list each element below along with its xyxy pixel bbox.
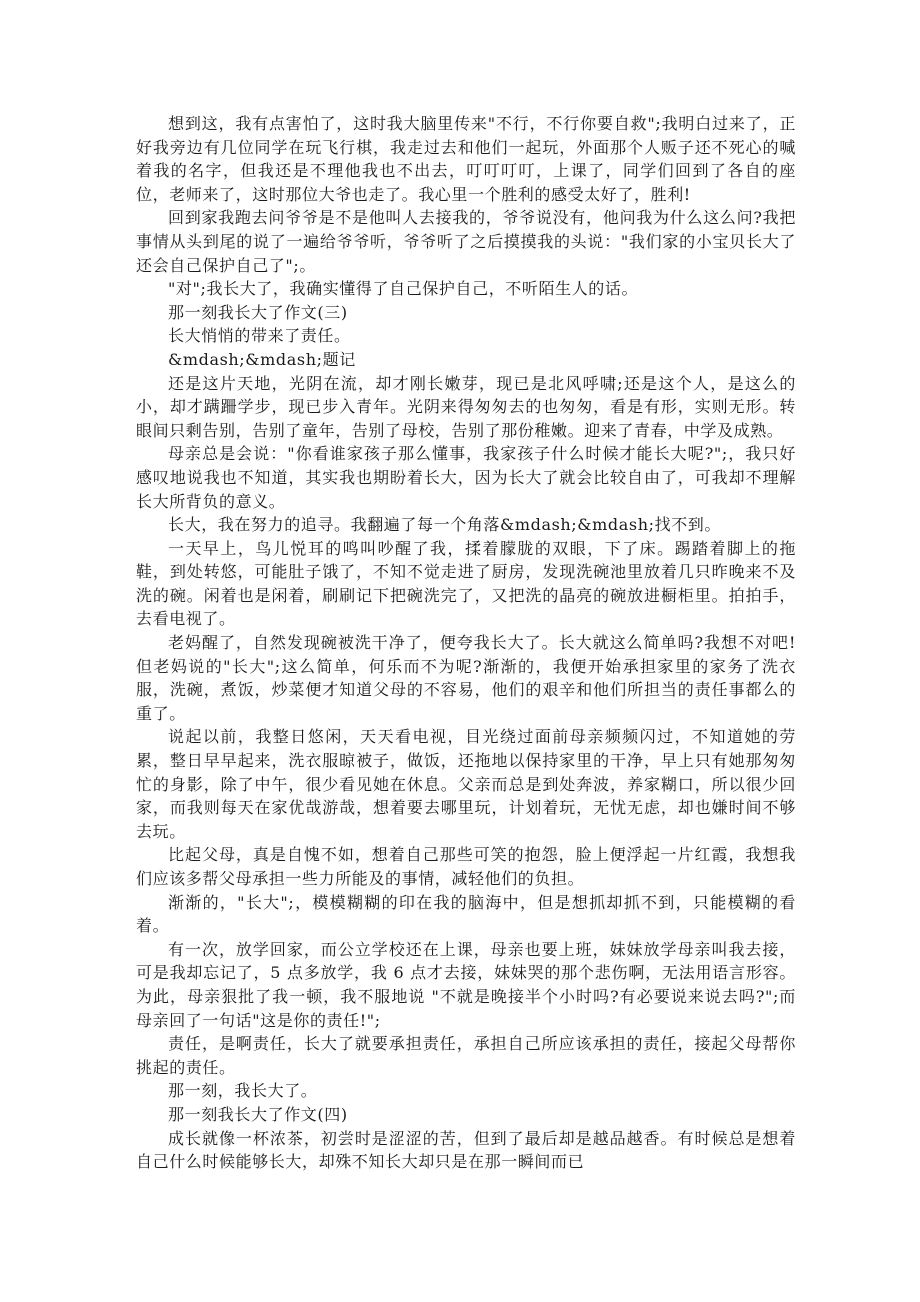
paragraph-14: 渐渐的，"长大";，模模糊糊的印在我的脑海中，但是想抓却抓不到，只能模糊的看着。 xyxy=(136,892,796,936)
paragraph-10: 一天早上，鸟儿悦耳的鸣叫吵醒了我，揉着朦胧的双眼，下了床。踢踏着脚上的拖鞋，到处转悠，可能肚子饿了，不知不觉走进了厨房，发现洗碗池里放着几只昨晚来不及洗的碗。闲着也是闲着，刷刷记下把碗洗完了，又把洗的晶亮的碗放进橱柜里。拍拍手，去看电视了。 xyxy=(136,538,796,629)
paragraph-7: 还是这片天地，光阴在流，却才刚长嫩芽，现已是北风呼啸;还是这个人，是这么的小，却才蹒跚学步，现已步入青年。光阴来得匆匆去的也匆匆，看是有形，实则无形。转眼间只剩告别，告别了童年，告别了母校，告别了那份稚嫩。迎来了青春，中学及成熟。 xyxy=(136,373,796,440)
paragraph-epigraph-source: &mdash;&mdash;题记 xyxy=(168,349,356,369)
section-heading-4: 那一刻我长大了作文(四) xyxy=(168,1104,348,1124)
paragraph-19: 成长就像一杯浓茶，初尝时是涩涩的苦，但到了最后却是越品越香。有时候总是想着自己什么时候能够长大，却殊不知长大却只是在那一瞬间而已 xyxy=(136,1128,796,1172)
paragraph-3: "对";我长大了，我确实懂得了自己保护自己，不听陌生人的话。 xyxy=(168,279,639,299)
section-heading-3: 那一刻我长大了作文(三) xyxy=(168,302,348,322)
paragraph-12: 说起以前，我整日悠闲，天天看电视，目光绕过面前母亲频频闪过，不知道她的劳累，整日早早起来，洗衣服晾被子，做饭，还拖地以保持家里的干净，早上只有她那匆匆忙的身影，除了中午，很少看见她在休息。父亲而总是到处奔波，养家糊口，所以很少回家，而我则每天在家优哉游哉，想着要去哪里玩，计划着玩，无忧无虑，却也嫌时间不够去玩。 xyxy=(136,727,796,841)
paragraph-1: 想到这，我有点害怕了，这时我大脑里传来"不行，不行你要自救";我明白过来了，正好我旁边有几位同学在玩飞行棋，我走过去和他们一起玩，外面那个人贩子还不死心的喊着我的名字，但我还是不理他我也不出去，叮叮叮叮，上课了，同学们回到了各自的座位，老师来了，这时那位大爷也走了。我心里一个胜利的感受太好了，胜利! xyxy=(136,114,796,204)
paragraph-9: 长大，我在努力的追寻。我翻遍了每一个角落&mdash;&mdash;找不到。 xyxy=(168,515,722,535)
essay-body xyxy=(136,112,796,1174)
paragraph-2: 回到家我跑去问爷爷是不是他叫人去接我的，爷爷说没有，他问我为什么这么问?我把事情从头到尾的说了一遍给爷爷听，爷爷听了之后摸摸我的头说："我们家的小宝贝长大了还会自己保护自己了";。 xyxy=(136,208,796,275)
paragraph-17: 那一刻，我长大了。 xyxy=(168,1081,318,1101)
paragraph-16: 责任，是啊责任，长大了就要承担责任，承担自己所应该承担的责任，接起父母帮你挑起的责任。 xyxy=(136,1034,796,1077)
paragraph-11: 老妈醒了，自然发现碗被洗干净了，便夸我长大了。长大就这么简单吗?我想不对吧!但老妈说的"长大";这么简单，何乐而不为呢?渐渐的，我便开始承担家里的家务了洗衣服，洗碗，煮饭，炒菜便才知道父母的不容易，他们的艰辛和他们所担当的责任事都么的重了。 xyxy=(136,633,796,723)
paragraph-epigraph: 长大悄悄的带来了责任。 xyxy=(168,326,351,346)
paragraph-8: 母亲总是会说："你看谁家孩子那么懂事，我家孩子什么时候才能长大呢?";，我只好感叹地说我也不知道，其实我也期盼着长大，因为长大了就会比较自由了，可我却不理解长大所背负的意义。 xyxy=(136,444,796,511)
paragraph-15: 有一次，放学回家，而公立学校还在上课，母亲也要上班，妹妹放学母亲叫我去接，可是我却忘记了，5 点多放学，我 6 点才去接，妹妹哭的那个悲伤啊，无法用语言形容。为此，母亲狠批了我一顿，我不服地说 "不就是晚接半个小时吗?有必要说来说去吗?";而母亲回了一句话"这是你的责任!"; xyxy=(136,939,796,1030)
paragraph-13: 比起父母，真是自愧不如，想着自己那些可笑的抱怨，脸上便浮起一片红霞，我想我们应该多帮父母承担一些力所能及的事情，减轻他们的负担。 xyxy=(136,845,796,888)
